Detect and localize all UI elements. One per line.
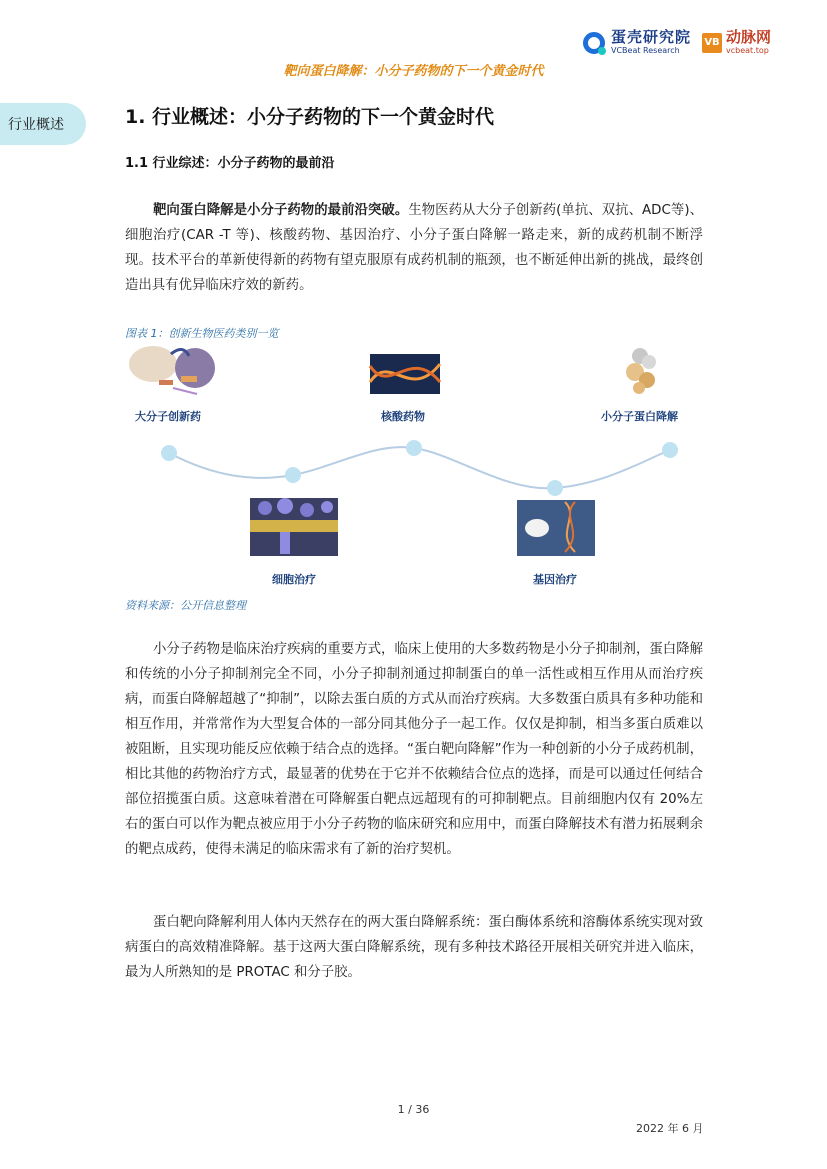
vb-badge-icon: VB [702,33,722,53]
antibody-illustration [129,346,215,394]
logo1-en: VCBeat Research [611,46,680,55]
paragraph-2: 小分子药物是临床治疗疾病的重要方式，临床上使用的大多数药物是小分子抑制剂，蛋白降解和传统的小分子抑制剂完全不同，小分子抑制剂通过抑制蛋白的单一活性或相互作用从而治疗疾病，而蛋白降解超越了“抑制”，以除去蛋白质的方式从而治疗疾病。大多数蛋白质具有多种功能和相互作用，并常常作为大型复合体的一部分同其他分子一起工作。仅仅是抑制，相当多蛋白质难以被阻断，且实现功能反应依赖于结合点的选择。“蛋白靶向降解”作为一种创新的小分子成药机制，相比其他的药物治疗方式，最显著的优势在于它并不依赖结合位点的选择，而是可以通过任何结合部位招揽蛋白质。这意味着潜在可降解蛋白靶点远超现有的可抑制靶点。目前细胞内仅有 20%左右的蛋白可以作为靶点被应用于小分子药物的临床研究和应用中，而蛋白降解技术有潜力拓展剩余的靶点成药，使得未满足的临床需求有了新的治疗契机。 [125,642,703,857]
timeline-dot-2 [285,467,301,483]
figure-label-large-molecule: 大分子创新药 [135,410,201,423]
logo1-cn: 蛋壳研究院 [611,28,692,46]
gene-therapy-illustration [517,500,595,556]
vcbeat-logo-icon [583,32,605,54]
paragraph-1-text: 生物医药从大分子创新药(单抗、双抗、ADC等)、细胞治疗(CAR -T 等)、核酸药物、基因治疗、小分子蛋白降解一路走来，新的成药机制不断浮现。技术平台的革新使得新的药物有望克服原有成药机制的瓶颈，也不断延伸出新的挑战，最终创造出具有优异临床疗效的新药。 [125,203,703,293]
cell-membrane-illustration [250,498,338,556]
page-number: 1 / 36 [397,1103,430,1116]
subsection-heading: 1.1 行业综述：小分子药物的最前沿 [125,156,335,171]
figure-svg [125,342,703,592]
timeline-dot-3 [406,440,422,456]
logo2-cn: 动脉网 [726,28,772,46]
paragraph-1-lead: 靶向蛋白降解是小分子药物的最前沿突破。 [153,203,409,218]
side-tab-section: 行业概述 [0,103,86,145]
timeline-dot-1 [161,445,177,461]
innovation-categories-figure [125,342,703,592]
figure-caption: 图表 1：创新生物医药类别一览 [125,327,279,340]
vcbeat-top-logo [702,30,771,55]
figure-source: 资料来源：公开信息整理 [125,599,246,612]
publication-date: 2022 年 6 月 [636,1122,704,1135]
vcbeat-research-logo [583,30,691,55]
timeline-dot-4 [547,480,563,496]
logo2-en: vcbeat.top [726,46,769,55]
running-title: 靶向蛋白降解：小分子药物的下一个黄金时代 [283,64,544,79]
figure-label-protein-degradation: 小分子蛋白降解 [601,410,678,423]
timeline-dot-5 [662,442,678,458]
figure-label-nucleic-acid: 核酸药物 [381,410,425,423]
figure-label-cell-therapy: 细胞治疗 [272,573,316,586]
dna-helix-illustration [370,354,440,394]
paragraph-3: 蛋白靶向降解利用人体内天然存在的两大蛋白降解系统：蛋白酶体系统和溶酶体系统实现对致病蛋白的高效精准降解。基于这两大蛋白降解系统，现有多种技术路径开展相关研究并进入临床，最为人所熟知的是 PROTAC 和分子胶。 [125,915,703,980]
paragraph-1 [125,198,703,298]
section-heading: 1. 行业概述：小分子药物的下一个黄金时代 [125,106,495,128]
protein-structure-illustration [626,348,656,394]
figure-label-gene-therapy: 基因治疗 [533,573,577,586]
